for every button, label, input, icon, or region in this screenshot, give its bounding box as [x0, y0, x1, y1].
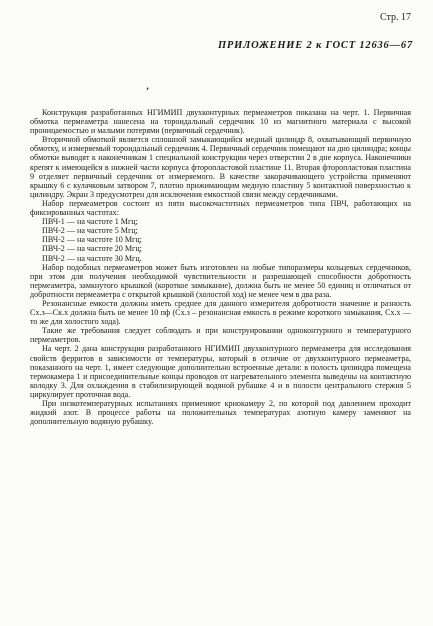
list-item-pvch-2b: ПВЧ-2 — на частоте 10 Мгц;	[42, 235, 142, 245]
paragraph-sizes: Набор подобных пермеаметров может быть изготовлен на любые типоразмеры кольцевых сердечников, при этом для получения необходимой чувствительности и разрешающей способности добротность пермеаметра, замкнутого крышкой (короткое замыкание), должна быть не менее 50 единиц и отличаться от добротности пермеаметра с открытой крышкой (холостой ход) не менее чем в два раза.	[30, 262, 411, 299]
list-item-pvch-2a: ПВЧ-2 — на частоте 5 Мгц;	[42, 226, 138, 236]
list-item-pvch-1: ПВЧ-1 — на частоте 1 Мгц;	[42, 217, 138, 227]
page-number: Стр. 17	[379, 12, 411, 23]
paragraph-permeameter-set: Набор пермеаметров состоит из пяти высокочастотных пермеаметров типа ПВЧ, работающих на фиксированных частотах:	[30, 198, 411, 218]
list-item-pvch-2c: ПВЧ-2 — на частоте 20 Мгц;	[42, 244, 142, 254]
margin-mark: ’	[146, 86, 149, 96]
body-text	[30, 108, 411, 426]
paragraph-secondary-winding: Вторичной обмоткой является сплошной замыкающийся медный цилиндр 8, охватывающий первичную обмотку, и измеряемый тороидальный сердечник 4. Первичный сердечник помещают на дно цилиндра; концы обмотки выводят к наконечникам 1 специальной конструкции через отверстии 2 в дне корпуса. Наконечники крепят к имеющейся в нижней части корпуса фторопластовой пластине 11. Вторая фторопластовая пластина 9 отделяет первичный сердечник от измеряемого. В качестве закорачивающего устройства применяют крышку 6 с кулачковым затвором 7, плотно прижимающим медную пластину 5 контактной поверхностью к цилиндру. Экран 3 предусмотрен для исключения емкостной связи между сердечниками.	[30, 135, 411, 199]
paragraph-construction: Конструкция разработанных НГИМИП двухконтурных пермеаметров показана на черт. 1. Первичная обмотка пермеаметра нанесена на тороидальный сердечник 10 из магнитного материала с высокой проницаемостью и малыми потерями (первичный сердечник).	[30, 108, 411, 136]
paragraph-resonance: Резонансные емкости должны иметь среднее для данного измерителя добротности значение и разность Cх.з—Cк.х должна быть не менее 10 пф (Cх.з – резонансная емкость в режиме короткого замыкания, Cх.х — то же для холостого хода).	[30, 298, 411, 327]
paragraph-requirements: Такие же требования следует соблюдать и при конструировании одноконтурного и температурного пермеаметров.	[30, 326, 411, 345]
list-item-pvch-2d: ПВЧ-2 — на частоте 30 Мгц.	[42, 253, 142, 263]
paragraph-drawing-2: На черт. 2 дана конструкция разработанного НГИМИП двухконтурного пермеаметра для исследования свойств ферритов в зависимости от температуры, который в отличие от двухконтурного пермеаметра, показанного на черт. 1, имеет следующие дополнительно встроенные детали: в полость цилиндра помещена термокамера 1 и присоединительные концы проводов от нагревательного элемента выведены на контактную колодку 3. Для охлаждения в стабилизирующей водяной рубашке 4 и в полости центрального стержня 5 циркулирует проточная вода.	[30, 344, 411, 399]
paragraph-low-temperature: При низкотемпературных испытаниях применяют криокамеру 2, по которой под давлением проходит жидкий азот. В процессе работы на положительных температурах азотную камеру заменяют на дополнительную водяную рубашку.	[30, 399, 411, 427]
appendix-reference: ПРИЛОЖЕНИЕ 2 к ГОСТ 12636—67	[217, 40, 413, 51]
